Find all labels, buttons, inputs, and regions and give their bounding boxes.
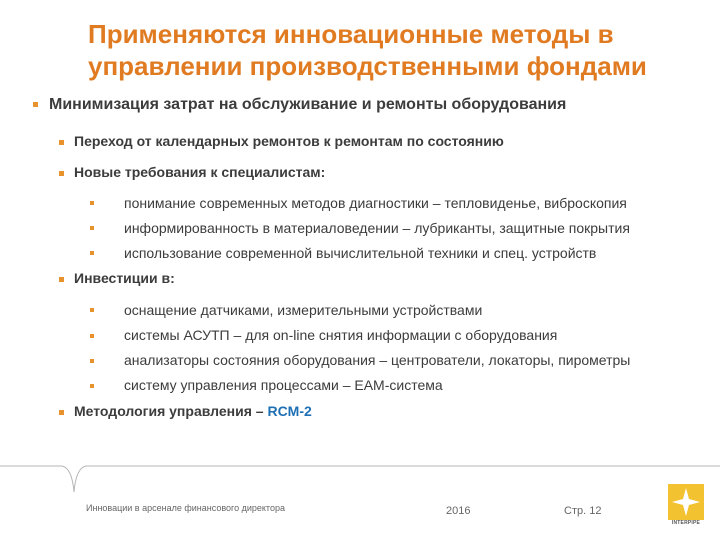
bullet-transition: Переход от календарных ремонтов к ремонтам по состоянию	[74, 133, 504, 149]
footer-caption: Инновации в арсенале финансового директора	[86, 503, 285, 513]
bullet-requirements: Новые требования к специалистам:	[74, 164, 326, 180]
requirement-item: информированность в материаловедении – лубриканты, защитные покрытия	[124, 220, 630, 236]
star-icon	[668, 484, 704, 520]
investment-item: систему управления процессами – EAM-система	[124, 377, 443, 393]
interpipe-logo	[668, 484, 704, 526]
bullet-level1: Минимизация затрат на обслуживание и ремонты оборудования	[49, 96, 567, 113]
slide-title-line-1: Применяются инновационные методы в	[88, 19, 614, 49]
investment-item: системы АСУТП – для on-line снятия информации с оборудования	[124, 327, 558, 343]
logo-mark-icon	[668, 484, 704, 520]
footer-year: 2016	[446, 505, 471, 517]
requirement-item: понимание современных методов диагностики – тепловиденье, виброскопия	[124, 195, 627, 211]
methodology-label: Методология управления –	[74, 403, 268, 419]
investment-item: анализаторы состояния оборудования – центрователи, локаторы, пирометры	[124, 352, 631, 368]
bullet-investments: Инвестиции в:	[74, 270, 175, 286]
requirement-item: использование современной вычислительной техники и спец. устройств	[124, 245, 597, 261]
logo-text: INTERPIPE	[671, 520, 701, 526]
page-number: Стр. 12	[564, 505, 602, 517]
methodology-rcm2: RCM-2	[267, 403, 312, 419]
investment-item: оснащение датчиками, измерительными устройствами	[124, 302, 483, 318]
slide-title-line-2: управлении производственными фондами	[88, 51, 647, 81]
